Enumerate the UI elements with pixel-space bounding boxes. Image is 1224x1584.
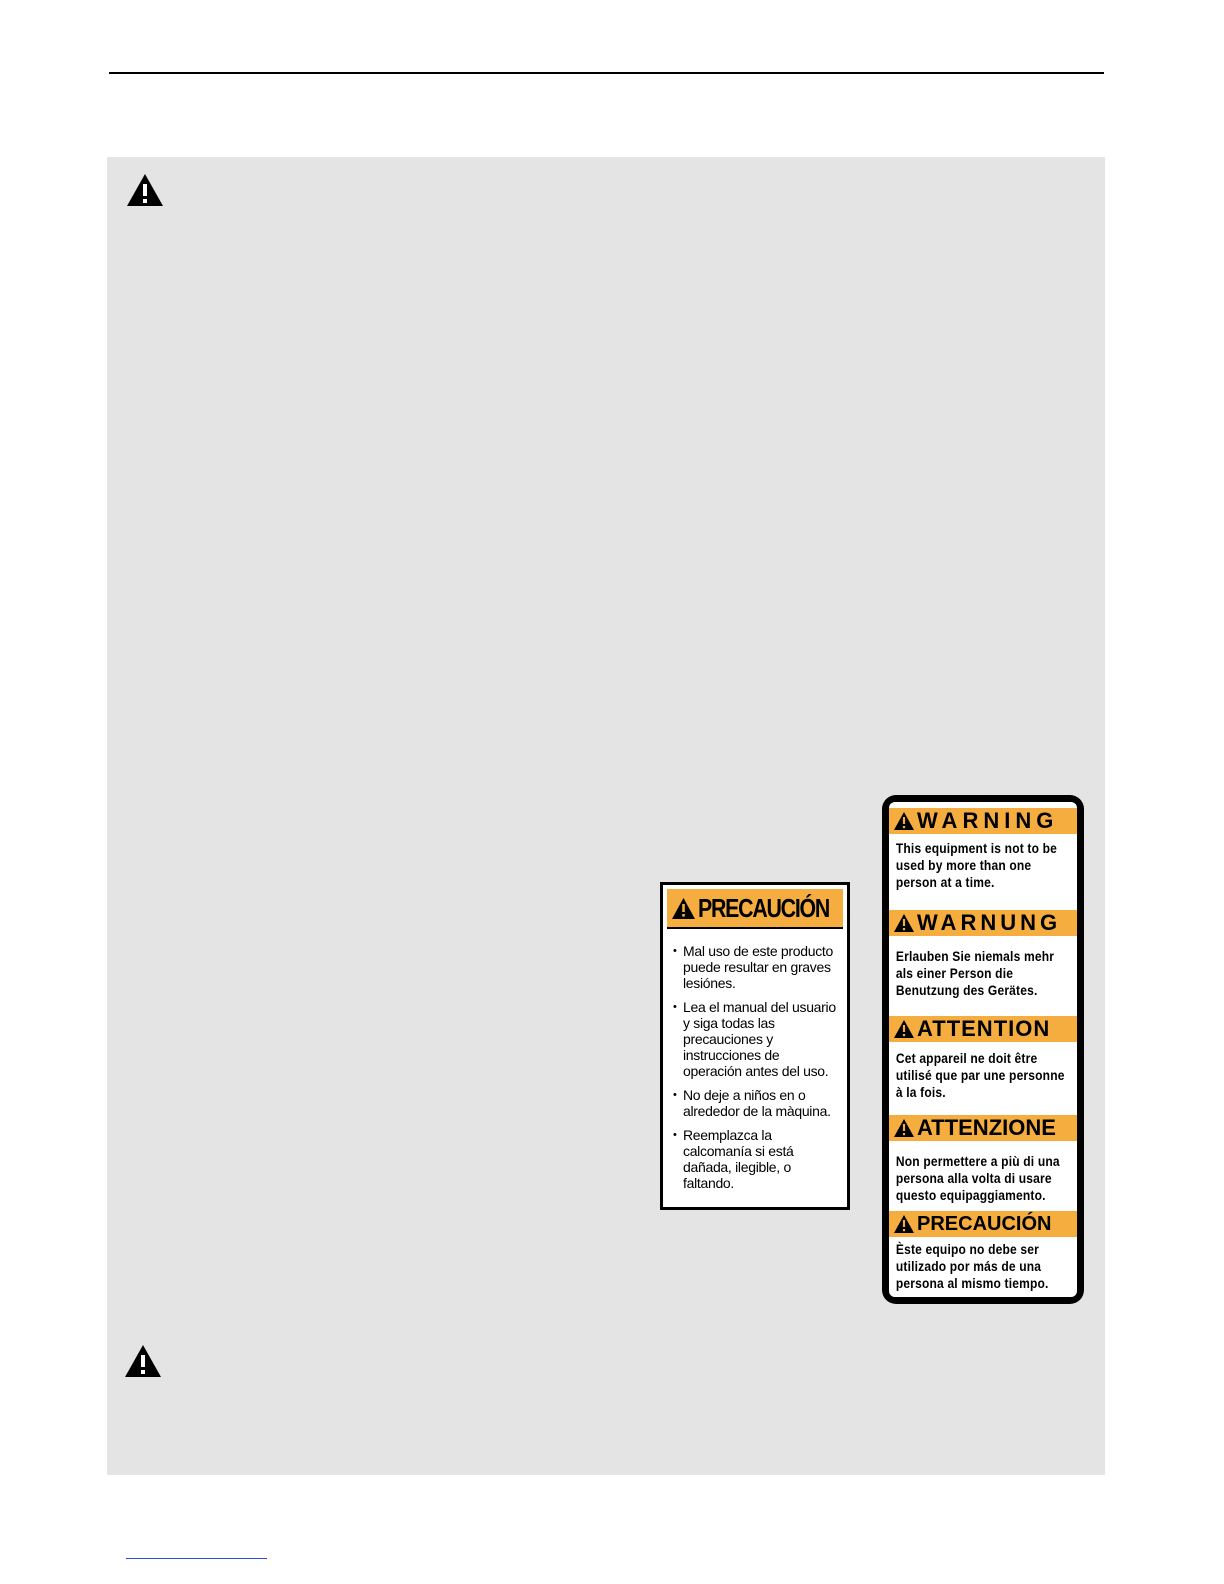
section-label: WARNING [917, 808, 1059, 833]
section-label: ATTENTION [917, 1016, 1051, 1041]
section-text: Èste equipo no debe ser utilizado por más de una persona al mismo tiempo. [895, 1241, 1049, 1291]
section-label: PRECAUCIÓN [917, 1212, 1052, 1235]
warning-section-english [889, 808, 1077, 891]
warning-triangle-icon [893, 1214, 915, 1234]
footer-link-underline[interactable] [126, 1558, 267, 1559]
decal-header [667, 889, 843, 929]
section-text: Non permettere a più di una persona alla volta di usare questo equipaggiamento. [895, 1153, 1060, 1203]
section-text: This equipment is not to be used by more than one person at a time. [895, 840, 1058, 890]
top-rule [109, 72, 1104, 74]
warning-triangle-icon [893, 1019, 915, 1039]
decal-bullet: • No deje a niños en o alrededor de la màquina. [673, 1087, 841, 1119]
section-label: ATTENZIONE [917, 1115, 1056, 1140]
decal-title: PRECAUCIÓN [698, 892, 830, 923]
section-label: WARNUNG [917, 910, 1062, 935]
section-text: Erlauben Sie niemals mehr als einer Person die Benutzung des Gerätes. [895, 948, 1055, 998]
spanish-caution-decal [660, 882, 850, 1210]
warning-triangle-icon [124, 1344, 162, 1378]
warning-triangle-icon [893, 913, 915, 933]
warning-section-french [889, 1016, 1077, 1101]
warning-section-italian [889, 1115, 1077, 1204]
warning-triangle-icon [126, 173, 164, 207]
decal-bullet-list [663, 943, 847, 1191]
section-text: Cet appareil ne doit être utilisé que par une personne à la fois. [895, 1050, 1065, 1100]
warning-triangle-icon [893, 1118, 915, 1138]
decal-bullet: • Lea el manual del usuario y siga todas las precauciones y instrucciones de operación antes del uso. [673, 999, 841, 1079]
warning-section-spanish [889, 1211, 1077, 1292]
warning-section-german [889, 910, 1077, 999]
decal-bullet: • Reemplazca la calcomanía si está dañada, ilegible, o faltando. [673, 1127, 841, 1191]
multilingual-warning-decal [882, 795, 1084, 1304]
warning-triangle-icon [893, 811, 915, 831]
decal-bullet: • Mal uso de este producto puede resultar en graves lesiónes. [673, 943, 841, 991]
warning-triangle-icon [671, 897, 696, 920]
